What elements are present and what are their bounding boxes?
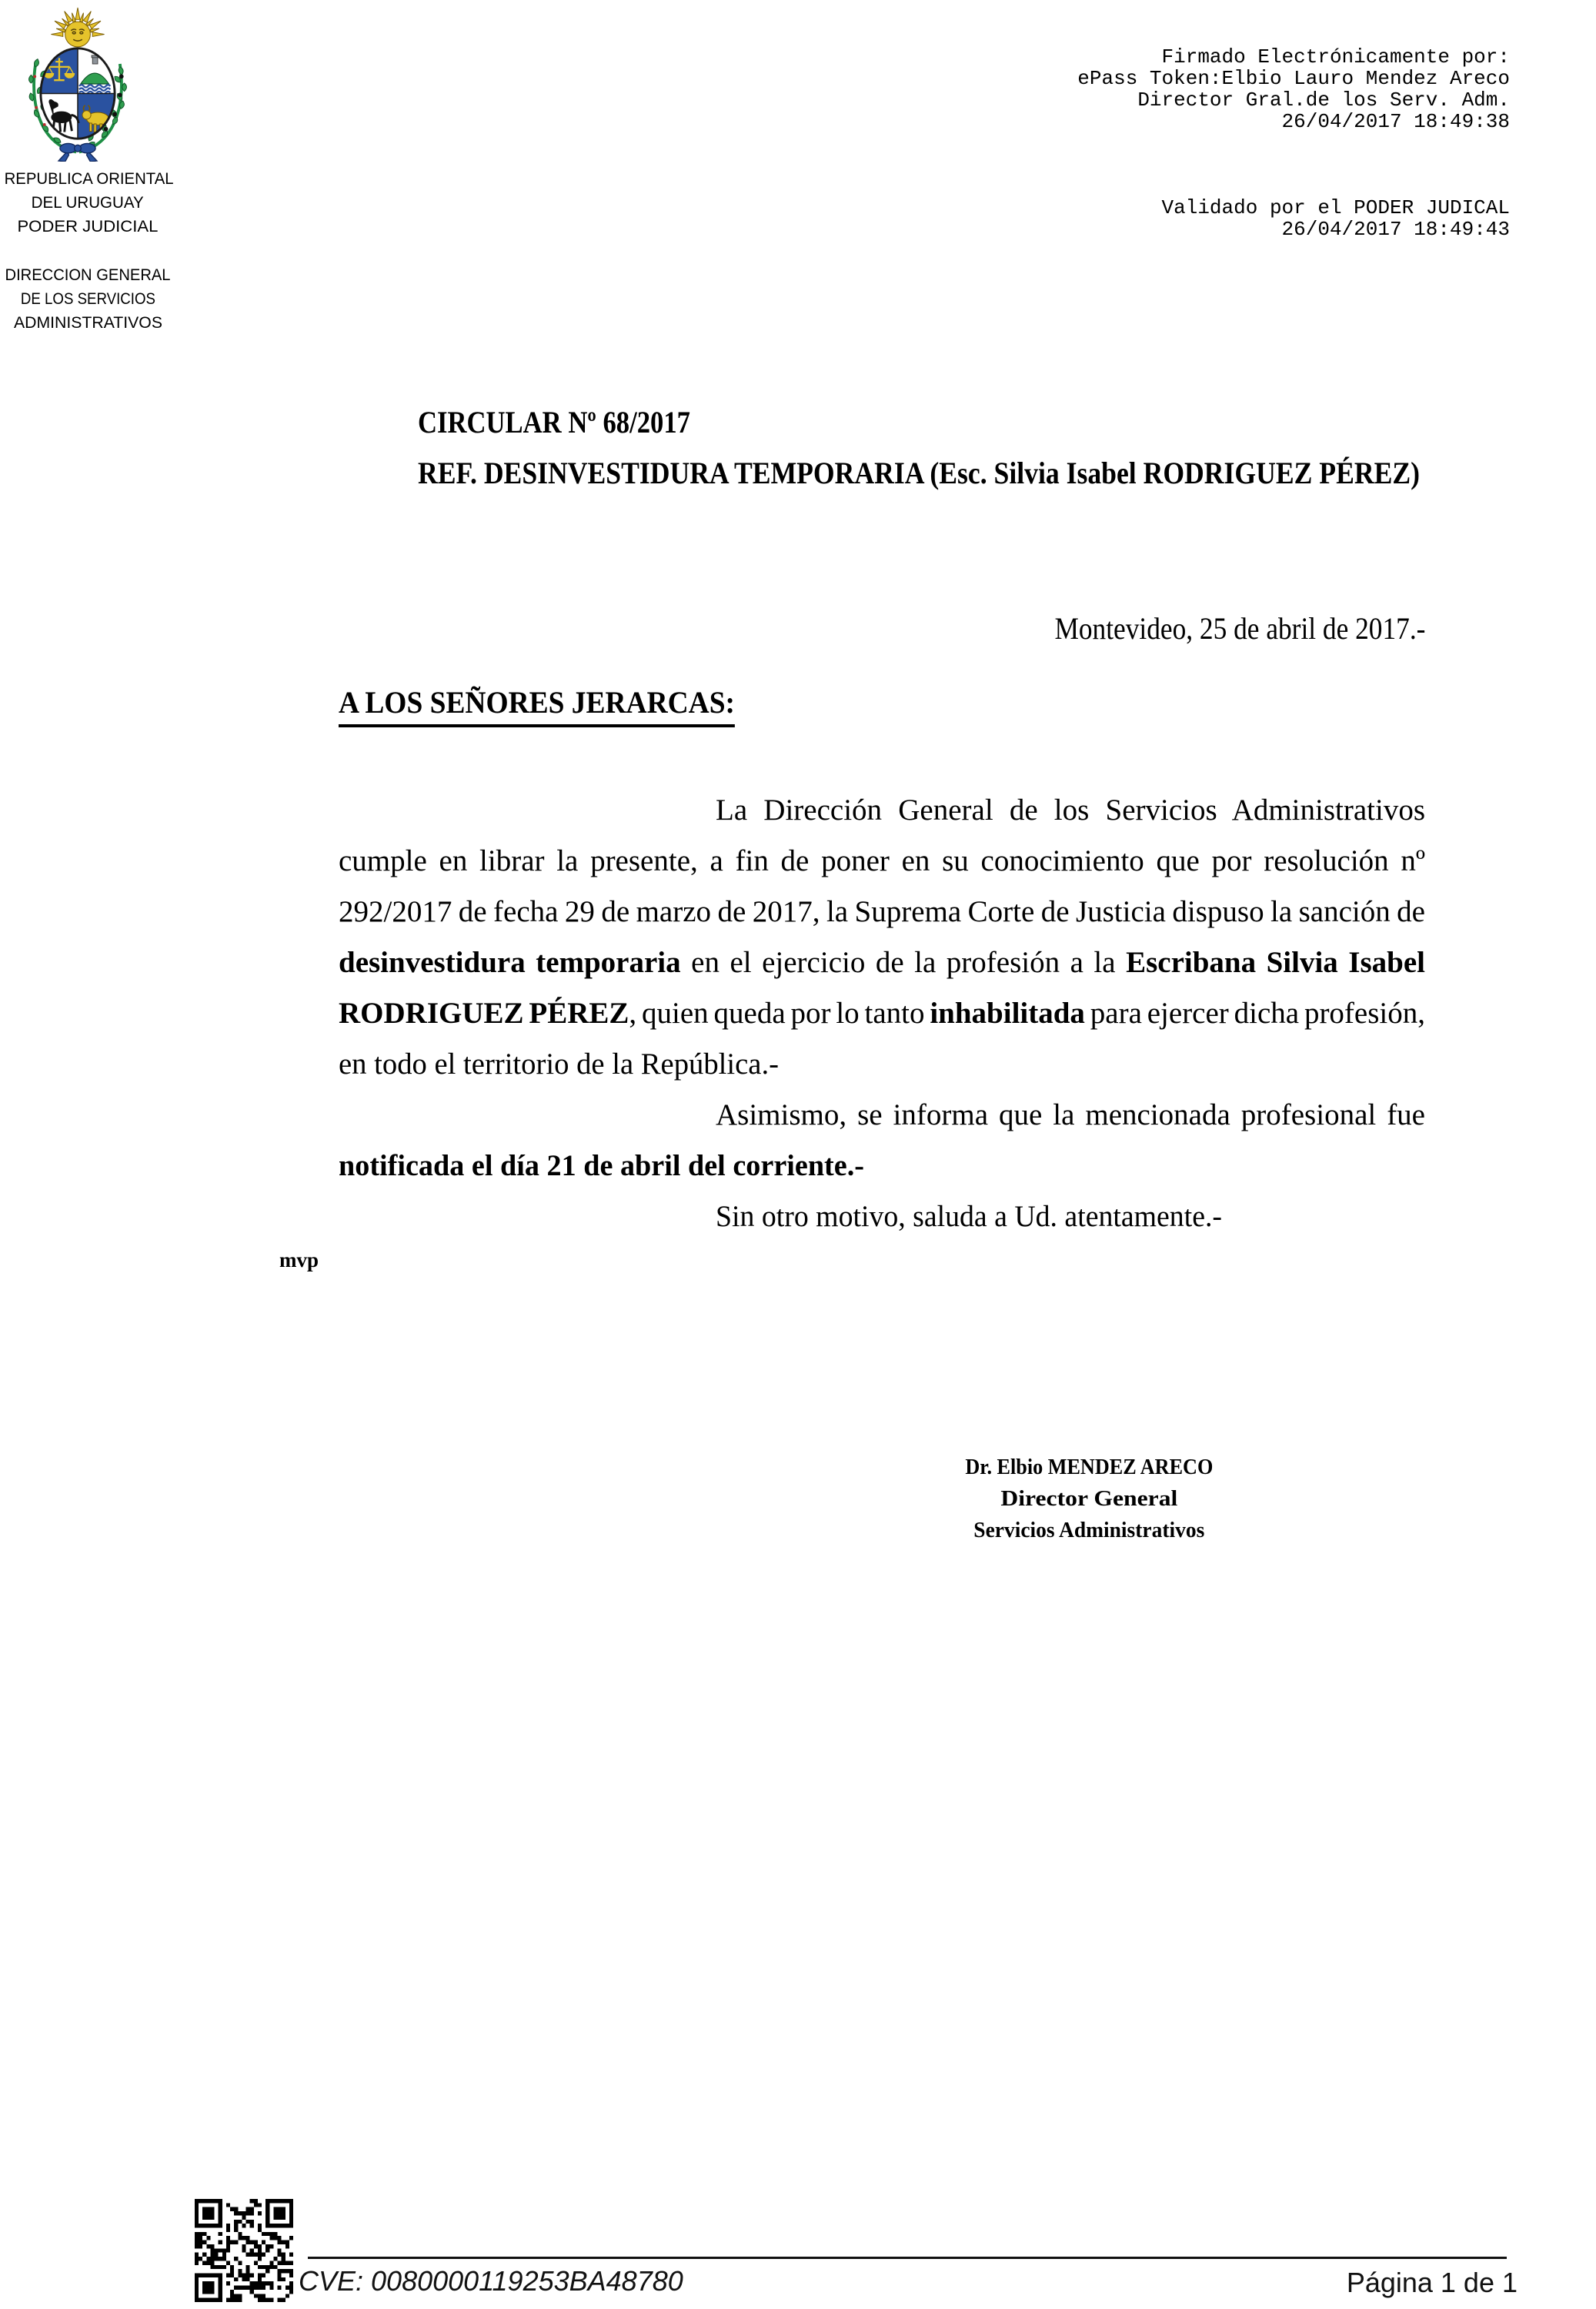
institution-name: [2, 167, 174, 239]
signer-office: Servicios Administrativos: [973, 1518, 1204, 1542]
salutation: A LOS SEÑORES JERARCAS:: [339, 683, 762, 727]
body-line: cumple en librar la presente, a fin de poner en su conocimiento que por resolución nº: [339, 844, 1425, 877]
cve-code: CVE: 0080000119253BA48780: [299, 2265, 683, 2297]
uruguay-coat-of-arms-icon: [18, 6, 137, 165]
page-number: Página 1 de 1: [1346, 2267, 1518, 2298]
ribbon: [58, 143, 97, 162]
department-line: DE LOS SERVICIOS: [20, 290, 155, 308]
sun-of-may: [51, 8, 104, 47]
body-line: La Dirección General de los Servicios Administrativos: [716, 794, 1425, 827]
signature-block: [947, 1452, 1231, 1546]
esign-line: ePass Token:Elbio Lauro Mendez Areco: [1077, 67, 1510, 90]
circular-number-title: CIRCULAR Nº 68/2017: [418, 405, 690, 439]
esign-line: 26/04/2017 18:49:38: [1281, 110, 1510, 133]
footer-divider: [308, 2257, 1507, 2259]
qr-code-icon: [195, 2199, 293, 2306]
letter-body: [339, 785, 1425, 1242]
signer-name: Dr. Elbio MENDEZ ARECO: [965, 1455, 1213, 1479]
body-line: 292/2017 de fecha 29 de marzo de 2017, la Suprema Corte de Justicia dispuso la sanción de: [339, 895, 1425, 928]
typist-initials: mvp: [279, 1248, 319, 1271]
institution-line: PODER JUDICIAL: [17, 218, 159, 236]
institution-line: DEL URUGUAY: [31, 194, 144, 212]
body-line: Asimismo, se informa que la mencionada profesional fue: [716, 1098, 1425, 1131]
esign-line: Validado por el PODER JUDICAL: [1161, 196, 1510, 219]
letter-titles: [418, 397, 1542, 499]
department-line: ADMINISTRATIVOS: [13, 314, 162, 332]
department-name: [2, 263, 174, 335]
institution-line: REPUBLICA ORIENTAL: [4, 170, 174, 188]
esign-block: [1077, 3, 1510, 283]
esign-signed-lines: [1077, 46, 1510, 132]
department-line: DIRECCION GENERAL: [5, 266, 171, 284]
body-line: RODRIGUEZ PÉREZ, quien queda por lo tanto inhabilitada para ejercer dicha profesión,: [339, 997, 1425, 1030]
esign-line: 26/04/2017 18:49:43: [1281, 218, 1510, 241]
subject-line: REF. DESINVESTIDURA TEMPORARIA (Esc. Silvia Isabel RODRIGUEZ PÉREZ): [418, 456, 1420, 490]
shield: [41, 48, 115, 139]
esign-validated-lines: [1077, 197, 1510, 240]
esign-line: Director Gral.de los Serv. Adm.: [1137, 89, 1510, 112]
dateline: Montevideo, 25 de abril de 2017.-: [1054, 611, 1425, 646]
body-line: en todo el territorio de la República.-: [339, 1048, 779, 1081]
esign-line: Firmado Electrónicamente por:: [1161, 45, 1510, 69]
signer-title: Director General: [1000, 1486, 1177, 1511]
body-line: notificada el día 21 de abril del corriente.-: [339, 1149, 864, 1182]
body-line: Sin otro motivo, saluda a Ud. atentamente.-: [716, 1200, 1222, 1233]
body-line: desinvestidura temporaria en el ejercicio de la profesión a la Escribana Silvia Isabel: [339, 946, 1425, 979]
